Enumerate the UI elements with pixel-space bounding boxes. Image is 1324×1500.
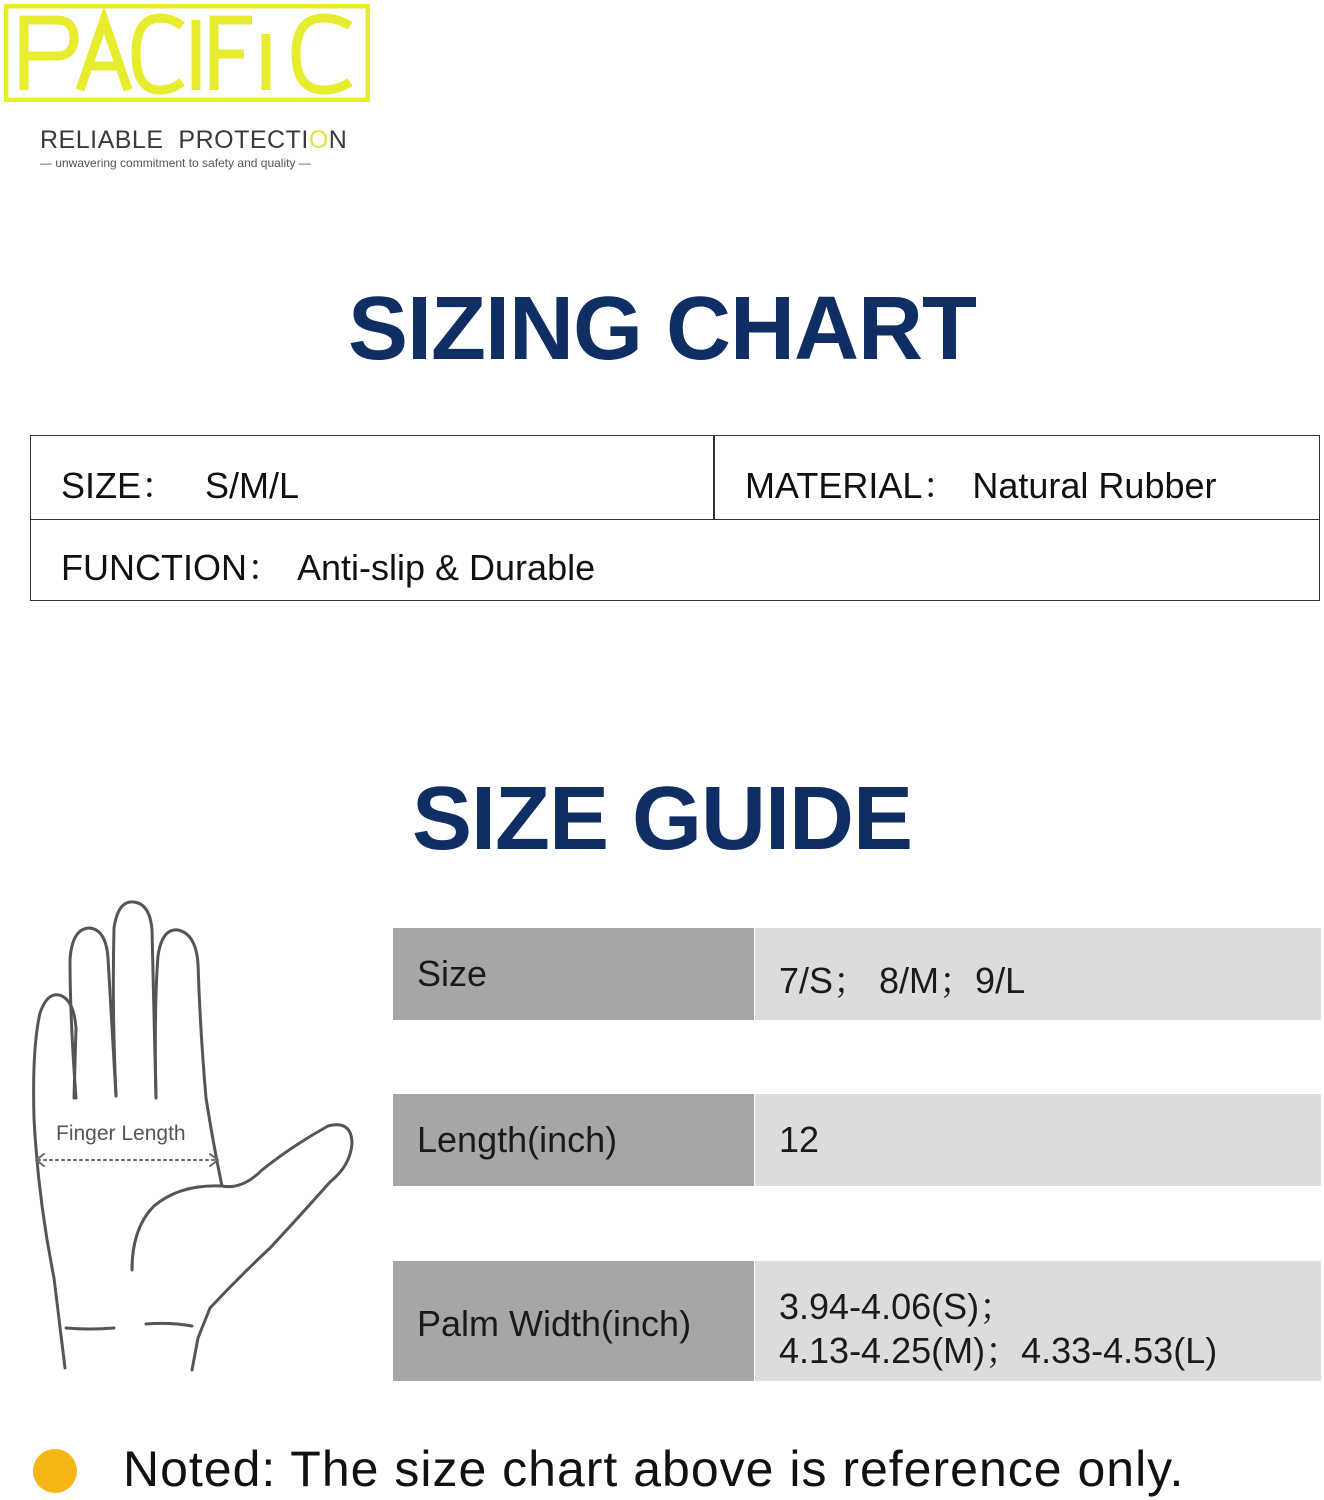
guide-label: Size bbox=[417, 953, 488, 994]
guide-row-size bbox=[393, 928, 1321, 1020]
size-value: S/M/L bbox=[205, 465, 300, 506]
guide-value: 7/S； 8/M；9/L bbox=[779, 960, 1026, 1001]
guide-value-line-2: 4.13-4.25(M)；4.33-4.53(L) bbox=[779, 1330, 1218, 1371]
tagline-end: N bbox=[328, 126, 348, 154]
pacific-logo bbox=[4, 4, 370, 102]
guide-label: Length(inch) bbox=[417, 1119, 618, 1160]
tagline-accent: O bbox=[308, 126, 329, 154]
spec-function bbox=[61, 540, 595, 591]
guide-label-cell bbox=[393, 1261, 754, 1381]
size-label: SIZE： bbox=[61, 465, 178, 506]
material-label: MATERIAL： bbox=[745, 465, 959, 506]
spec-table bbox=[30, 435, 1320, 601]
spec-material bbox=[745, 458, 1217, 509]
tagline-right: PROTECTI bbox=[178, 126, 309, 154]
guide-value-cell bbox=[755, 1261, 1321, 1381]
material-value: Natural Rubber bbox=[972, 465, 1217, 506]
tagline-left: RELIABLE bbox=[40, 126, 164, 154]
note-bullet-dot bbox=[33, 1449, 77, 1493]
guide-value-cell bbox=[755, 1094, 1321, 1186]
note-text: Noted: The size chart above is reference only. bbox=[123, 1441, 1185, 1497]
guide-value-cell bbox=[755, 928, 1321, 1020]
spec-size bbox=[61, 458, 299, 509]
sizing-chart-title: SIZING CHART bbox=[348, 279, 976, 379]
guide-label-cell bbox=[393, 928, 754, 1020]
function-label: FUNCTION： bbox=[61, 547, 283, 588]
guide-value: 12 bbox=[779, 1119, 820, 1160]
brand-subtagline: — unwavering commitment to safety and quality — bbox=[40, 156, 311, 170]
finger-length-label: Finger Length bbox=[56, 1122, 186, 1145]
guide-label: Palm Width(inch) bbox=[417, 1303, 692, 1344]
guide-value-line-1: 3.94-4.06(S)； bbox=[779, 1286, 1016, 1327]
guide-row-palm-width bbox=[393, 1261, 1321, 1381]
guide-label-cell bbox=[393, 1094, 754, 1186]
size-guide-title: SIZE GUIDE bbox=[411, 769, 913, 869]
brand-tagline bbox=[40, 126, 347, 155]
function-value: Anti-slip & Durable bbox=[296, 547, 596, 588]
guide-row-length bbox=[393, 1094, 1321, 1186]
spec-divider bbox=[713, 436, 715, 519]
